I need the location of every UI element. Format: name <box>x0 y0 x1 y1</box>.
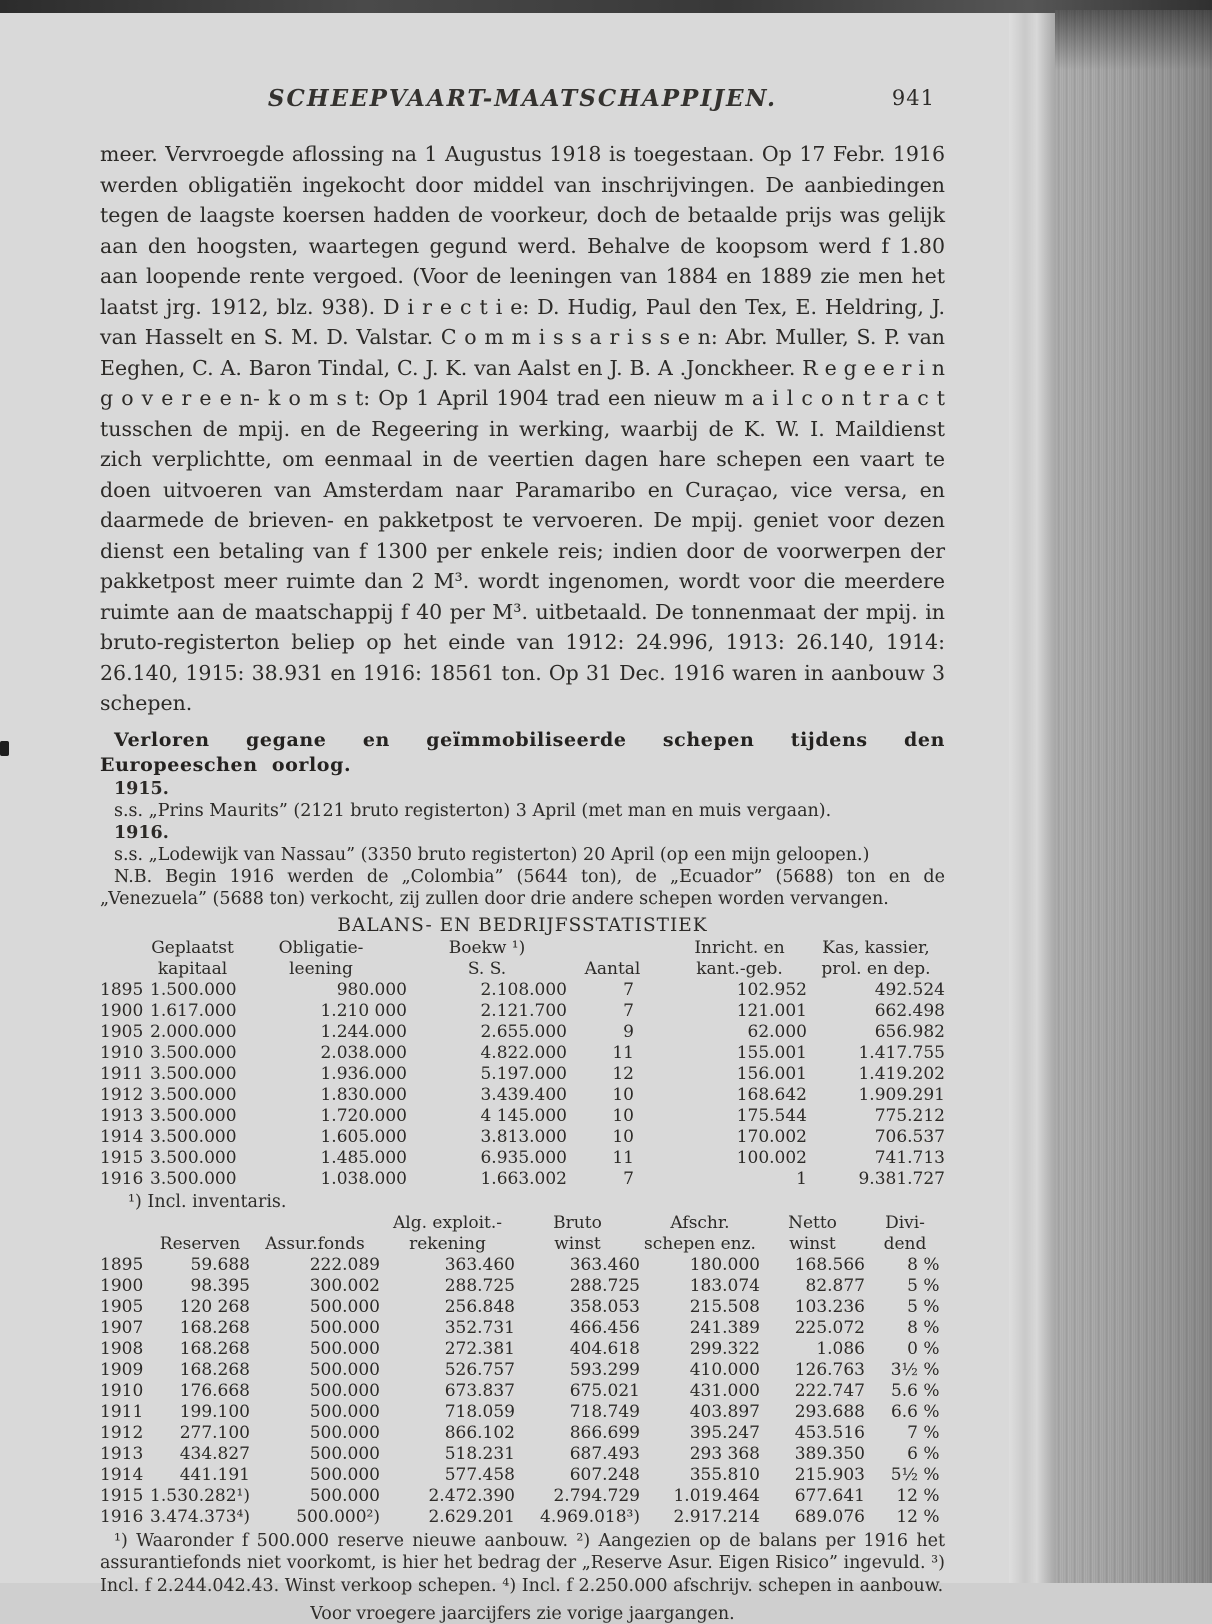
table-row <box>100 1127 945 1148</box>
table-cell: 7 <box>907 1422 918 1443</box>
header-cell: Kas, kassier, prol. en dep. <box>821 937 931 979</box>
table-cell: 215.903 <box>794 1464 865 1485</box>
table-header-row <box>100 1213 945 1255</box>
table-cell: 1913 <box>100 1443 144 1464</box>
table-cell: 175.544 <box>736 1105 807 1126</box>
table-cell: 3.474.373⁴) <box>150 1506 250 1527</box>
table-cell: 1895 <box>100 979 144 1000</box>
table-cell: 183.074 <box>689 1275 760 1296</box>
header-cell: Afschr. schepen enz. <box>644 1212 756 1254</box>
table-row <box>100 1507 945 1528</box>
ship-entry: s.s. „Prins Maurits” (2121 bruto registerton) 3 April (met man en muis vergaan). <box>114 800 832 821</box>
table-cell: 1916 <box>100 1168 144 1189</box>
table-cell: 1913 <box>100 1105 144 1126</box>
table-cell: 1 <box>796 1168 807 1189</box>
table-row <box>100 1360 945 1381</box>
table-cell: 168.268 <box>179 1317 250 1338</box>
header-cell <box>100 1213 150 1255</box>
table-cell: 2.655.000 <box>480 1021 567 1042</box>
table-cell: 5.6 <box>890 1380 918 1401</box>
table-cell: 500.000 <box>309 1296 380 1317</box>
header-cell: Boekw ¹) S. S. <box>448 937 526 979</box>
table-cell: 3.500.000 <box>150 1084 237 1105</box>
table-cell: 1.086 <box>816 1338 865 1359</box>
table-cell: 11 <box>612 1147 634 1168</box>
table-cell: 6 <box>907 1443 918 1464</box>
table-cell: 168.268 <box>179 1338 250 1359</box>
table-cell: 1915 <box>100 1147 144 1168</box>
table-cell: 526.757 <box>444 1359 515 1380</box>
table-cell: 12 <box>612 1063 634 1084</box>
table-cell: 10 <box>612 1084 634 1105</box>
table-cell: 1912 <box>100 1422 144 1443</box>
page-content <box>0 13 1045 1624</box>
table-cell: 1914 <box>100 1464 144 1485</box>
table-row <box>100 1043 945 1064</box>
table-row <box>100 1085 945 1106</box>
table-cell: % <box>923 1359 940 1380</box>
table-cell: 466.456 <box>569 1317 640 1338</box>
table-cell: 403.897 <box>689 1401 760 1422</box>
table-cell: 8 <box>907 1254 918 1275</box>
table-cell: 741.713 <box>874 1147 945 1168</box>
header-cell: Geplaatst kapitaal <box>151 937 234 979</box>
table-cell: 453.516 <box>794 1422 865 1443</box>
table-cell: 82.877 <box>805 1275 865 1296</box>
table-cell: 12 <box>896 1485 918 1506</box>
table-cell: 256.848 <box>444 1296 515 1317</box>
table-cell: 168.642 <box>736 1084 807 1105</box>
table-cell: 775.212 <box>874 1105 945 1126</box>
table-cell: 199.100 <box>179 1401 250 1422</box>
table-cell: 500.000²) <box>296 1506 380 1527</box>
table-row <box>100 1318 945 1339</box>
table-cell: 9.381.727 <box>858 1168 945 1189</box>
table-row <box>100 1297 945 1318</box>
section-heading: Verloren gegane en geïmmobiliseerde schepen tijdens den Europeeschen oorlog. <box>100 728 945 776</box>
war-losses-list <box>100 778 945 910</box>
table-cell: 2.038.000 <box>320 1042 407 1063</box>
table-cell: 577.458 <box>444 1464 515 1485</box>
table-cell: 434.827 <box>179 1443 250 1464</box>
table-cell: 1.663.002 <box>480 1168 567 1189</box>
table-cell: 410.000 <box>689 1359 760 1380</box>
table-cell: 2.121.700 <box>480 1000 567 1021</box>
table-cell: 2.000.000 <box>150 1021 237 1042</box>
table-cell: 1914 <box>100 1126 144 1147</box>
header-cell: Reserven <box>159 1233 241 1254</box>
header-cell: Alg. exploit.- rekening <box>392 1212 503 1254</box>
header-cell: Assur.fonds <box>265 1233 365 1254</box>
table-cell: 1907 <box>100 1317 144 1338</box>
table-cell: % <box>923 1317 940 1338</box>
table-cell: 1900 <box>100 1275 144 1296</box>
table-row <box>100 1148 945 1169</box>
header-cell: Obligatie- leening <box>278 937 364 979</box>
table-row <box>100 1001 945 1022</box>
table-cell: 689.076 <box>794 1506 865 1527</box>
table-row <box>100 1022 945 1043</box>
table-cell: 3.500.000 <box>150 1042 237 1063</box>
table-cell: 98.395 <box>190 1275 250 1296</box>
table-cell: 7 <box>623 1168 634 1189</box>
header-cell: Divi- dend <box>883 1212 927 1254</box>
table-cell: 0 <box>907 1338 918 1359</box>
table-cell: 352.731 <box>444 1317 515 1338</box>
table-cell: % <box>923 1464 940 1485</box>
closing-line: Voor vroegere jaarcijfers zie vorige jaargangen. <box>310 1604 735 1624</box>
table-row <box>100 1381 945 1402</box>
table-cell: 1910 <box>100 1042 144 1063</box>
table-cell: 1.530.282¹) <box>150 1485 250 1506</box>
table-cell: 170.002 <box>736 1126 807 1147</box>
table-cell: 1.830.000 <box>320 1084 407 1105</box>
table-cell: 155.001 <box>736 1042 807 1063</box>
table-cell: 404.618 <box>569 1338 640 1359</box>
table-cell: 656.982 <box>874 1021 945 1042</box>
table-cell: 5 <box>907 1275 918 1296</box>
table-cell: 500.000 <box>309 1338 380 1359</box>
header-cell: Bruto winst <box>553 1212 602 1254</box>
table-cell: 866.102 <box>444 1422 515 1443</box>
table-cell: 277.100 <box>179 1422 250 1443</box>
table-cell: 103.236 <box>794 1296 865 1317</box>
table-cell: 662.498 <box>874 1000 945 1021</box>
table-cell: 1911 <box>100 1063 144 1084</box>
main-paragraph: meer. Vervroegde aflossing na 1 Augustus 1918 is toegestaan. Op 17 Febr. 1916 werden obligatiën ingekocht door middel van inschrijvingen. De aanbiedingen tegen de laagste koersen hadden de voorkeur, doch de betaalde prijs was gelijk aan den hoogsten, waartegen gegund werd. Behalve de koopsom werd f 1.80 aan loopende rente vergoed. (Voor de leeningen van 1884 en 1889 zie men het laatst jrg. 1912, blz. 938). D i r e c t i e: D. Hudig, Paul den Tex, E. Heldring, J. van Hasselt en S. M. D. Valstar. C o m m i s s a r i s s e n: Abr. Muller, S. P. van Eeghen, C. A. Baron Tindal, C. J. K. van Aalst en J. B. A .Jonckheer. R e g e e r i n g o v e r e e n- k o m s t: Op 1 April 1904 trad een nieuw m a i l c o n t r a c t tusschen de mpij. en de Regeering in werking, waarbij de K. W. I. Maildienst zich verplichtte, om eenmaal in de veertien dagen hare schepen een vaart te doen uitvoeren van Amsterdam naar Paramaribo en Curaçao, vice versa, en daarmede de brieven- en pakketpost te vervoeren. De mpij. geniet voor dezen dienst een betaling van f 1300 per enkele reis; indien door de voorwerpen der pakketpost meer ruimte dan 2 M³. wordt ingenomen, wordt voor die meerdere ruimte aan de maatschappij f 40 per M³. uitbetaald. De tonnenmaat der mpij. in bruto-registerton beliep op het einde van 1912: 24.996, 1913: 26.140, 1914: 26.140, 1915: 38.931 en 1916: 18561 ton. Op 31 Dec. 1916 waren in aanbouw 3 schepen. <box>100 142 945 715</box>
table-cell: 12 <box>896 1506 918 1527</box>
page-number: 941 <box>891 86 935 110</box>
table-cell: 1.909.291 <box>858 1084 945 1105</box>
table-cell: 1916 <box>100 1506 144 1527</box>
table-row <box>100 1064 945 1085</box>
table-cell: 675.021 <box>569 1380 640 1401</box>
table-row <box>100 1486 945 1507</box>
table-cell: 1915 <box>100 1485 144 1506</box>
table-cell: 7 <box>623 1000 634 1021</box>
table-cell: 363.460 <box>569 1254 640 1275</box>
footnotes: ¹) Waaronder f 500.000 reserve nieuwe aanbouw. ²) Aangezien op de balans per 1916 het assurantiefonds niet voorkomt, is hier het bedrag der „Reserve Asur. Eigen Risico” ingevuld. ³) Incl. f 2.244.042.43. Winst verkoop schepen. ⁴) Incl. f 2.250.000 afschrijv. schepen in aanbouw. <box>100 1530 945 1596</box>
table-cell: % <box>923 1443 940 1464</box>
table-cell: 299.322 <box>689 1338 760 1359</box>
table-cell: % <box>923 1506 940 1527</box>
table-cell: 3.813.000 <box>480 1126 567 1147</box>
table-cell: 5.197.000 <box>480 1063 567 1084</box>
table-cell: 121.001 <box>736 1000 807 1021</box>
table-header-row <box>100 938 945 980</box>
table-cell: 1909 <box>100 1359 144 1380</box>
table-cell: 500.000 <box>309 1485 380 1506</box>
table-cell: 59.688 <box>190 1254 250 1275</box>
table-cell: 1912 <box>100 1084 144 1105</box>
table-cell: 4 145.000 <box>480 1105 567 1126</box>
table-cell: 7 <box>623 979 634 1000</box>
table-cell: 1.419.202 <box>858 1063 945 1084</box>
table-cell: 2.794.729 <box>553 1485 640 1506</box>
table-cell: 1911 <box>100 1401 144 1422</box>
table-cell: 607.248 <box>569 1464 640 1485</box>
table-cell: 687.493 <box>569 1443 640 1464</box>
table-cell: 3.500.000 <box>150 1105 237 1126</box>
table-row <box>100 1444 945 1465</box>
header-cell <box>100 938 150 980</box>
header-cell: Netto winst <box>788 1212 837 1254</box>
table-cell: % <box>923 1485 940 1506</box>
table-cell: 492.524 <box>874 979 945 1000</box>
table-cell: 288.725 <box>444 1275 515 1296</box>
table-cell: 5 <box>907 1296 918 1317</box>
table-note: ¹) Incl. inventaris. <box>128 1191 287 1212</box>
table-cell: 120 268 <box>179 1296 250 1317</box>
table-cell: 5½ <box>890 1464 918 1485</box>
table-cell: 293.688 <box>794 1401 865 1422</box>
table-cell: 500.000 <box>309 1359 380 1380</box>
table-cell: 300.002 <box>309 1275 380 1296</box>
table-cell: 1908 <box>100 1338 144 1359</box>
table-row <box>100 1169 945 1190</box>
table-cell: % <box>923 1296 940 1317</box>
table-cell: 1.019.464 <box>673 1485 760 1506</box>
table-cell: 395.247 <box>689 1422 760 1443</box>
book-pages-edge <box>1055 10 1212 1583</box>
header-cell: Inricht. en kant.-geb. <box>694 937 785 979</box>
table-cell: 1900 <box>100 1000 144 1021</box>
table-cell: 593.299 <box>569 1359 640 1380</box>
table-row <box>100 1276 945 1297</box>
table-cell: 1.244.000 <box>320 1021 407 1042</box>
exploitation-table <box>100 1213 945 1528</box>
table-cell: 500.000 <box>309 1443 380 1464</box>
table-cell: 293 368 <box>689 1443 760 1464</box>
table-cell: 431.000 <box>689 1380 760 1401</box>
year-label: 1915. <box>114 778 169 799</box>
table-cell: 10 <box>612 1105 634 1126</box>
table-cell: % <box>923 1401 940 1422</box>
table-cell: 4.969.018³) <box>540 1506 640 1527</box>
table-cell: 1.485.000 <box>320 1147 407 1168</box>
table-cell: 176.668 <box>179 1380 250 1401</box>
table-cell: 222.747 <box>794 1380 865 1401</box>
table-cell: 6.935.000 <box>480 1147 567 1168</box>
table-cell: 225.072 <box>794 1317 865 1338</box>
table-cell: 10 <box>612 1126 634 1147</box>
table-cell: 706.537 <box>874 1126 945 1147</box>
header-cell: Aantal <box>584 958 641 979</box>
table-cell: 389.350 <box>794 1443 865 1464</box>
table-cell: 241.389 <box>689 1317 760 1338</box>
table-cell: 718.749 <box>569 1401 640 1422</box>
table-cell: 3.500.000 <box>150 1168 237 1189</box>
table-cell: 1905 <box>100 1021 144 1042</box>
table-cell: 1.605.000 <box>320 1126 407 1147</box>
table-cell: 518.231 <box>444 1443 515 1464</box>
table-cell: 1.936.000 <box>320 1063 407 1084</box>
page-title: SCHEEPVAART-MAATSCHAPPIJEN. <box>267 85 778 112</box>
table-row <box>100 1402 945 1423</box>
table-cell: 500.000 <box>309 1464 380 1485</box>
table-cell: 102.952 <box>736 979 807 1000</box>
table-row <box>100 1106 945 1127</box>
table-cell: 718.059 <box>444 1401 515 1422</box>
table-cell: 1.038.000 <box>320 1168 407 1189</box>
table-cell: 358.053 <box>569 1296 640 1317</box>
table-cell: 1895 <box>100 1254 144 1275</box>
year-label: 1916. <box>114 822 169 843</box>
table-cell: 1.500.000 <box>150 979 237 1000</box>
table-cell: 1.720.000 <box>320 1105 407 1126</box>
table-cell: 363.460 <box>444 1254 515 1275</box>
table-cell: 980.000 <box>336 979 407 1000</box>
table-cell: 2.917.214 <box>673 1506 760 1527</box>
statistics-title: BALANS- EN BEDRIJFSSTATISTIEK <box>337 914 708 936</box>
table-cell: 3.500.000 <box>150 1126 237 1147</box>
table-row <box>100 1255 945 1276</box>
table-cell: 288.725 <box>569 1275 640 1296</box>
table-cell: 673.837 <box>444 1380 515 1401</box>
table-cell: 100.002 <box>736 1147 807 1168</box>
table-cell: % <box>923 1275 940 1296</box>
table-cell: 3½ <box>890 1359 918 1380</box>
table-cell: % <box>923 1254 940 1275</box>
table-cell: 677.641 <box>794 1485 865 1506</box>
table-cell: 272.381 <box>444 1338 515 1359</box>
table-cell: 500.000 <box>309 1317 380 1338</box>
table-cell: 4.822.000 <box>480 1042 567 1063</box>
table-cell: 1.617.000 <box>150 1000 237 1021</box>
table-cell: 156.001 <box>736 1063 807 1084</box>
table-cell: 441.191 <box>179 1464 250 1485</box>
table-cell: 126.763 <box>794 1359 865 1380</box>
table-cell: 168.566 <box>794 1254 865 1275</box>
table-row <box>100 1423 945 1444</box>
table-cell: 500.000 <box>309 1401 380 1422</box>
table-cell: 3.439.400 <box>480 1084 567 1105</box>
table-cell: 222.089 <box>309 1254 380 1275</box>
balans-table <box>100 938 945 1190</box>
table-cell: 2.108.000 <box>480 979 567 1000</box>
table-cell: 500.000 <box>309 1422 380 1443</box>
table-cell: 1910 <box>100 1380 144 1401</box>
table-cell: 2.472.390 <box>428 1485 515 1506</box>
table-cell: % <box>923 1380 940 1401</box>
table-row <box>100 980 945 1001</box>
table-row <box>100 1465 945 1486</box>
table-cell: 8 <box>907 1317 918 1338</box>
nb-note: N.B. Begin 1916 werden de „Colombia” (5644 ton), de „Ecuador” (5688) ton en de „Venezuela” (5688 ton) verkocht, zij zullen door drie andere schepen worden vervangen. <box>100 866 945 909</box>
scan-top-edge <box>0 0 1212 13</box>
table-cell: 1905 <box>100 1296 144 1317</box>
table-cell: 866.699 <box>569 1422 640 1443</box>
table-cell: 1.417.755 <box>858 1042 945 1063</box>
table-cell: 3.500.000 <box>150 1063 237 1084</box>
table-cell: % <box>923 1338 940 1359</box>
table-cell: 355.810 <box>689 1464 760 1485</box>
table-cell: 180.000 <box>689 1254 760 1275</box>
running-header <box>100 85 945 117</box>
table-cell: 1.210 000 <box>320 1000 407 1021</box>
ship-entry: s.s. „Lodewijk van Nassau” (3350 bruto registerton) 20 April (op een mijn geloopen.) <box>114 844 870 865</box>
table-cell: 62.000 <box>747 1021 807 1042</box>
table-cell: 3.500.000 <box>150 1147 237 1168</box>
table-cell: 215.508 <box>689 1296 760 1317</box>
table-cell: 2.629.201 <box>428 1506 515 1527</box>
table-cell: 11 <box>612 1042 634 1063</box>
table-cell: 500.000 <box>309 1380 380 1401</box>
table-cell: 168.268 <box>179 1359 250 1380</box>
table-row <box>100 1339 945 1360</box>
table-cell: 9 <box>623 1021 634 1042</box>
table-cell: % <box>923 1422 940 1443</box>
table-cell: 6.6 <box>890 1401 918 1422</box>
